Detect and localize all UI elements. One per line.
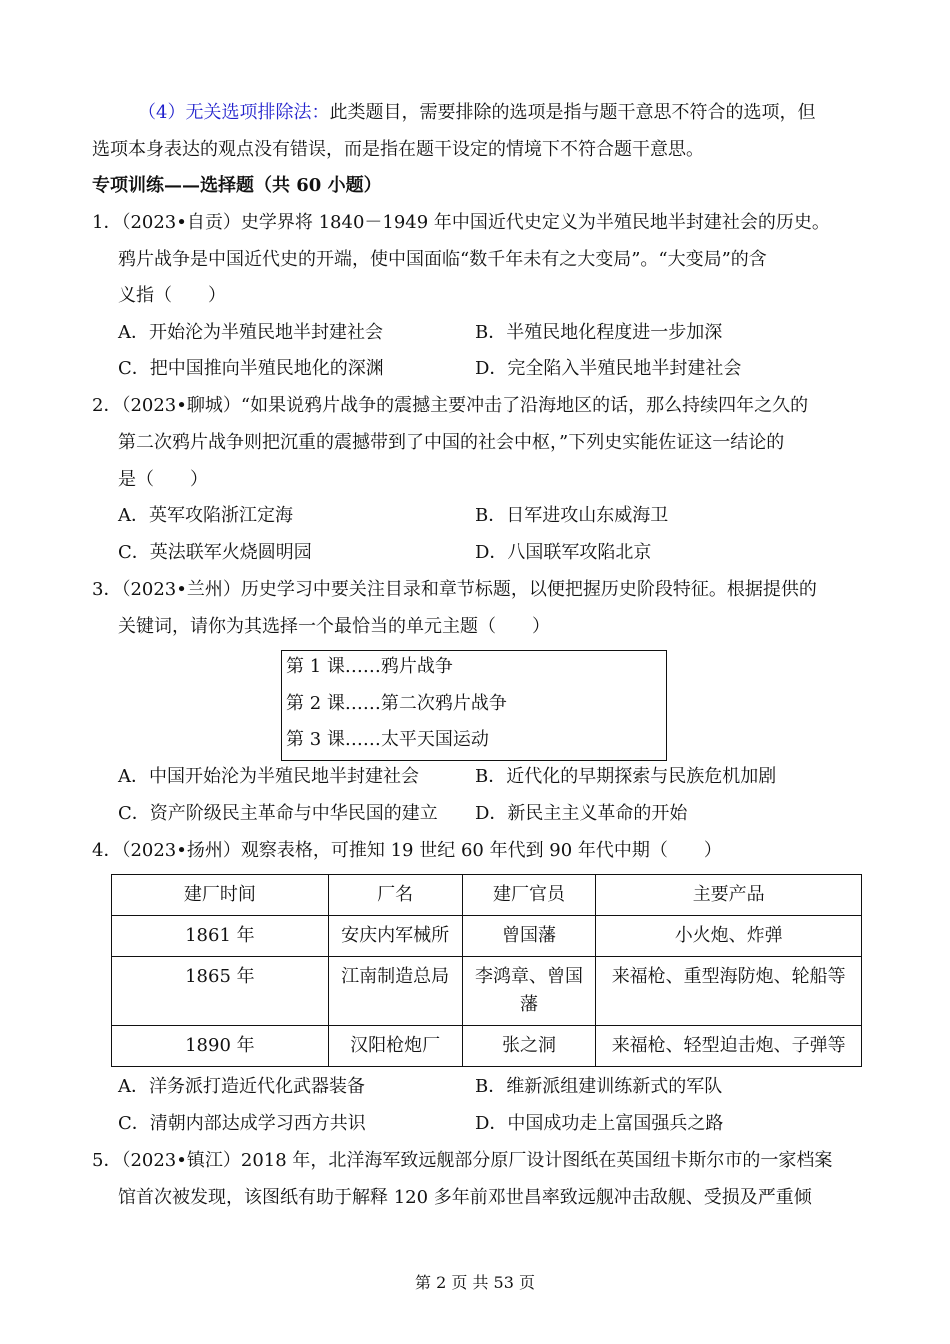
q3-stem-line-2: 关键词，请你为其选择一个最恰当的单元主题（ ）: [118, 616, 550, 637]
table-row: [112, 916, 862, 957]
table-row: [112, 1026, 862, 1067]
table-cell: 安庆内军械所: [328, 916, 462, 957]
table-cell: 江南制造总局: [328, 957, 462, 1026]
q1-stem-line-3: 义指（ ）: [118, 285, 226, 306]
table-cell: 曾国藩: [462, 916, 596, 957]
q3-option-c: C．资产阶级民主革命与中华民国的建立: [118, 803, 438, 824]
table-cell: 来福枪、重型海防炮、轮船等: [596, 957, 862, 1026]
page-footer: 第 2 页 共 53 页: [415, 1273, 535, 1292]
table-cell: 张之洞: [462, 1026, 596, 1067]
q4-option-c: C．清朝内部达成学习西方共识: [118, 1113, 366, 1134]
intro-method-label: （4）无关选项排除法：: [138, 102, 330, 123]
table-cell: 1865 年: [112, 957, 329, 1026]
table-cell: 1890 年: [112, 1026, 329, 1067]
q5-stem-line-2: 馆首次被发现，该图纸有助于解释 120 多年前邓世昌率致远舰冲击敌舰、受损及严重倾: [118, 1187, 812, 1208]
table-cell: 汉阳枪炮厂: [328, 1026, 462, 1067]
q1-option-a: A．开始沦为半殖民地半封建社会: [118, 322, 383, 343]
q1-option-d: D．完全陷入半殖民地半封建社会: [475, 358, 742, 379]
q1-stem-line-1: 1．（2023•自贡）史学界将 1840－1949 年中国近代史定义为半殖民地半封建社会的历史。: [92, 212, 830, 233]
q3-keyword-box: [281, 650, 667, 761]
section-title: 专项训练——选择题（共 60 小题）: [92, 175, 382, 196]
q2-option-c: C．英法联军火烧圆明园: [118, 542, 312, 563]
q1-stem-line-2: 鸦片战争是中国近代史的开端，使中国面临“数千年未有之大变局”。“大变局”的含: [118, 249, 767, 270]
q2-option-a: A．英军攻陷浙江定海: [118, 505, 293, 526]
table-cell: 李鸿章、曾国藩: [462, 957, 596, 1026]
table-cell: 来福枪、轻型迫击炮、子弹等: [596, 1026, 862, 1067]
q4-stem-line-1: 4．（2023•扬州）观察表格，可推知 19 世纪 60 年代到 90 年代中期（ ）: [92, 840, 722, 861]
q3-option-a: A．中国开始沦为半殖民地半封建社会: [118, 766, 419, 787]
q1-option-b: B．半殖民地化程度进一步加深: [475, 322, 723, 343]
q2-option-d: D．八国联军攻陷北京: [475, 542, 652, 563]
table-header-cell: 建厂时间: [112, 875, 329, 916]
q2-option-b: B．日军进攻山东威海卫: [475, 505, 669, 526]
table-header-cell: 主要产品: [596, 875, 862, 916]
q3-stem-line-1: 3．（2023•兰州）历史学习中要关注目录和章节标题，以便把握历史阶段特征。根据提供的: [92, 579, 817, 600]
q3-option-d: D．新民主主义革命的开始: [475, 803, 688, 824]
intro-line-2: 选项本身表达的观点没有错误，而是指在题干设定的情境下不符合题干意思。: [92, 139, 704, 160]
table-cell: 小火炮、炸弹: [596, 916, 862, 957]
table-cell: 1861 年: [112, 916, 329, 957]
q3-box-row: 第 3 课……太平天国运动: [286, 729, 489, 750]
q4-factory-table: [111, 874, 862, 1067]
table-header-cell: 建厂官员: [462, 875, 596, 916]
q2-stem-line-1: 2．（2023•聊城）“如果说鸦片战争的震撼主要冲击了沿海地区的话，那么持续四年之久的: [92, 395, 809, 416]
q1-option-c: C．把中国推向半殖民地化的深渊: [118, 358, 384, 379]
q2-stem-line-3: 是（ ）: [118, 469, 208, 490]
q2-stem-line-2: 第二次鸦片战争则把沉重的震撼带到了中国的社会中枢，”下列史实能佐证这一结论的: [118, 432, 785, 453]
q4-option-b: B．维新派组建训练新式的军队: [475, 1076, 723, 1097]
table-row: [112, 957, 862, 1026]
q4-option-d: D．中国成功走上富国强兵之路: [475, 1113, 724, 1134]
q3-option-b: B．近代化的早期探索与民族危机加剧: [475, 766, 777, 787]
q3-box-row: 第 2 课……第二次鸦片战争: [286, 693, 507, 714]
table-header-cell: 厂名: [328, 875, 462, 916]
intro-line-1-text: 此类题目，需要排除的选项是指与题干意思不符合的选项，但: [329, 102, 816, 123]
q5-stem-line-1: 5．（2023•镇江）2018 年，北洋海军致远舰部分原厂设计图纸在英国纽卡斯尔市的一家档案: [92, 1150, 833, 1171]
q4-option-a: A．洋务派打造近代化武器装备: [118, 1076, 365, 1097]
q3-box-row: 第 1 课……鸦片战争: [286, 656, 453, 677]
table-header-row: [112, 875, 862, 916]
intro-line-1: [138, 100, 815, 126]
